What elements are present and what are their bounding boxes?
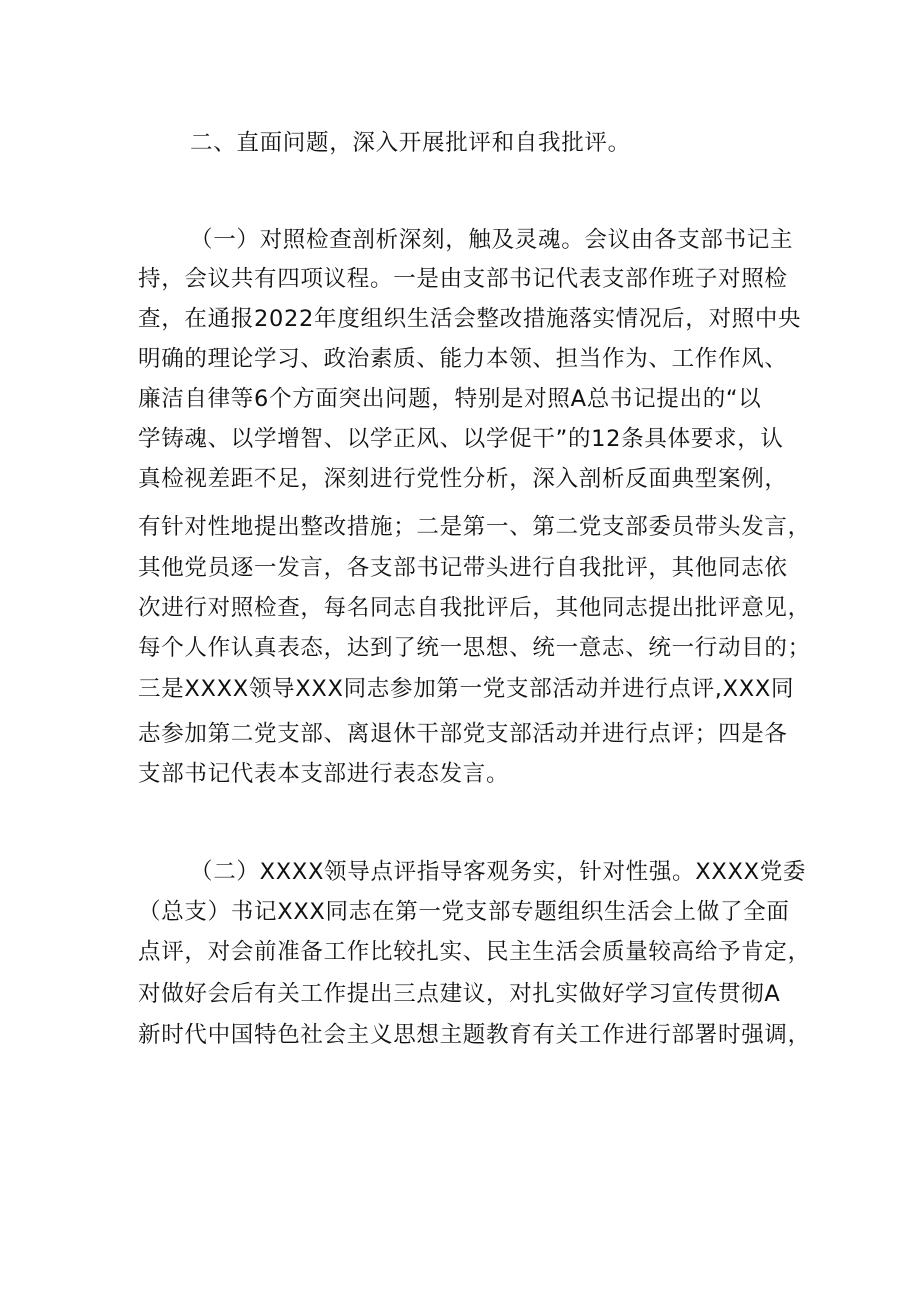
paragraph-line: 每个人作认真表态，达到了统一思想、统一意志、统一行动目的； [138, 635, 811, 661]
paragraph-line: 持，会议共有四项议程。一是由支部书记代表支部作班子对照检 [138, 266, 788, 292]
paragraph-line: 次进行对照检查，每名同志自我批评后，其他同志提出批评意见， [138, 595, 811, 621]
paragraph-line: 查，在通报2022年度组织生活会整改措施落实情况后，对照中央 [138, 306, 802, 332]
paragraph-line: 有针对性地提出整改措施；二是第一、第二党支部委员带头发言， [138, 514, 811, 540]
paragraph-line: 对做好会后有关工作提出三点建议，对扎实做好学习宣传贯彻A [138, 981, 781, 1007]
paragraph-line: 志参加第二党支部、离退休干部党支部活动并进行点评；四是各 [138, 721, 788, 747]
paragraph-line: 其他党员逐一发言，各支部书记带头进行自我批评，其他同志依 [138, 555, 788, 581]
paragraph-line: 三是XXXX领导XXX同志参加第一党支部活动并进行点评,XXX同 [138, 676, 795, 702]
paragraph-line: 新时代中国特色社会主义思想主题教育有关工作进行部署时强调， [138, 1022, 811, 1048]
paragraph-line: 廉洁自律等6个方面突出问题，特别是对照A总书记提出的“以 [138, 386, 762, 412]
paragraph-line: （一）对照检查剖析深刻，触及灵魂。会议由各支部书记主 [190, 227, 794, 253]
paragraph-line: （总支）书记XXX同志在第一党支部专题组织生活会上做了全面 [138, 899, 790, 925]
paragraph-line: 学铸魂、以学增智、以学正风、以学促干”的12条具体要求，认 [138, 426, 784, 452]
section-heading: 二、直面问题，深入开展批评和自我批评。 [190, 130, 631, 156]
paragraph-line: 明确的理论学习、政治素质、能力本领、担当作为、工作作风、 [138, 346, 788, 372]
paragraph-line: （二）XXXX领导点评指导客观务实，针对性强。XXXX党委 [190, 859, 807, 885]
paragraph-line: 真检视差距不足，深刻进行党性分析，深入剖析反面典型案例， [138, 466, 788, 492]
paragraph-line: 点评，对会前准备工作比较扎实、民主生活会质量较高给予肯定， [138, 939, 811, 965]
paragraph-line: 支部书记代表本支部进行表态发言。 [138, 761, 510, 787]
